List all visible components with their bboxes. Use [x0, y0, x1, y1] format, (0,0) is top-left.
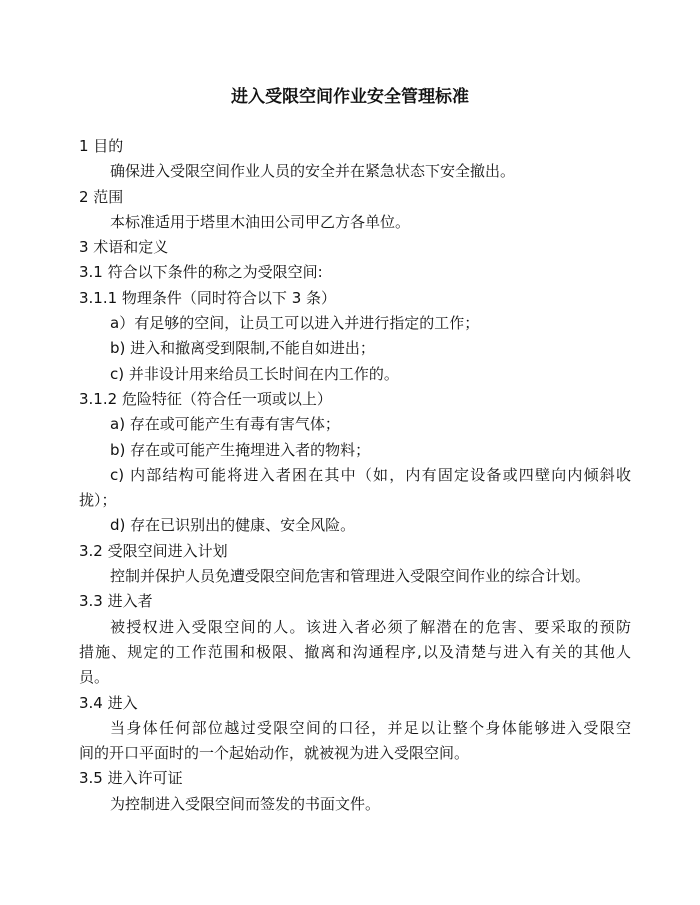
- text-line: 确保进入受限空间作业人员的安全并在紧急状态下安全撤出。: [110, 162, 516, 181]
- text-line: 1 目的: [79, 137, 124, 155]
- text-line: a) 存在或可能产生有毒有害气体；: [110, 415, 340, 434]
- text-line: 为控制进入受限空间而签发的书面文件。: [110, 794, 381, 813]
- text-line: 3.1.2 危险特征（符合任一项或以上）: [79, 389, 332, 408]
- text-line: 间的开口平面时的一个起始动作，就被视为进入受限空间。: [79, 744, 470, 763]
- text-line: 3.1 符合以下条件的称之为受限空间:: [79, 263, 323, 282]
- text-line: 3.2 受限空间进入计划: [79, 541, 228, 560]
- text-line: 3.5 进入许可证: [79, 769, 183, 788]
- text-line: 拢）；: [79, 491, 117, 510]
- text-line: 3.1.1 物理条件（同时符合以下 3 条）: [79, 288, 337, 307]
- text-line: c) 内部结构可能将进入者困在其中（如，内有固定设备或四壁向内倾斜收: [110, 465, 631, 484]
- text-line: 本标准适用于塔里木油田公司甲乙方各单位。: [110, 212, 411, 231]
- text-line: 3.4 进入: [79, 693, 138, 712]
- text-line: b) 存在或可能产生掩埋进入者的物料；: [110, 440, 371, 459]
- document-body: [79, 134, 631, 817]
- text-line: 3.3 进入者: [79, 592, 153, 611]
- text-line: 员。: [79, 668, 110, 687]
- text-line: 控制并保护人员免遭受限空间危害和管理进入受限空间作业的综合计划。: [110, 567, 591, 586]
- text-line: d) 存在已识别出的健康、安全风险。: [110, 516, 356, 535]
- text-line: c) 并非设计用来给员工长时间在内工作的。: [110, 364, 399, 383]
- text-line: b) 进入和撤离受到限制,不能自如进出；: [110, 339, 375, 358]
- document-title: 进入受限空间作业安全管理标准: [231, 87, 469, 107]
- text-line: 措施、规定的工作范围和极限、撤离和沟通程序,以及清楚与进入有关的其他人: [79, 642, 631, 661]
- text-line: 2 范围: [79, 187, 124, 206]
- text-line: 被授权进入受限空间的人。该进入者必须了解潜在的危害、要采取的预防: [110, 617, 631, 636]
- text-line: a）有足够的空间，让员工可以进入并进行指定的工作；: [110, 314, 480, 333]
- text-line: 3 术语和定义: [79, 238, 169, 257]
- text-line: 当身体任何部位越过受限空间的口径，并足以让整个身体能够进入受限空: [110, 718, 631, 737]
